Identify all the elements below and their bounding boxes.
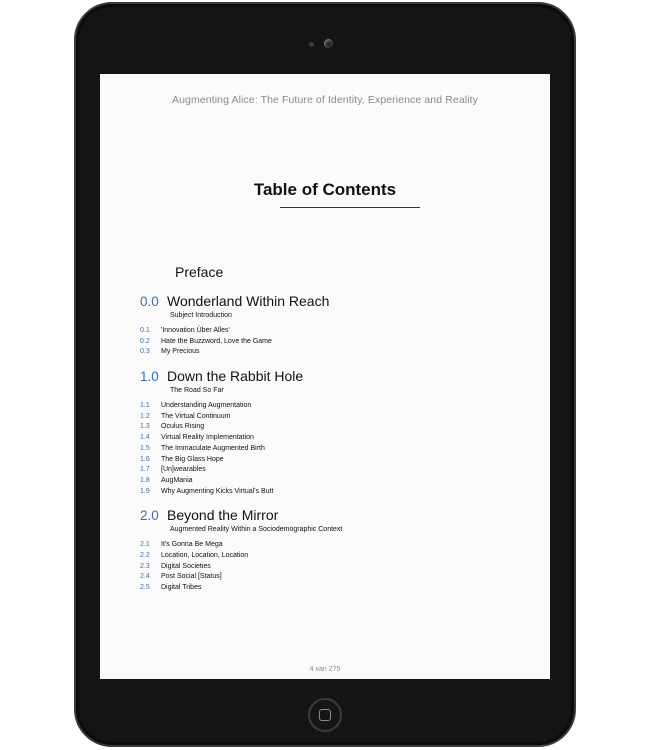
toc-chapter xyxy=(140,506,530,593)
home-button[interactable] xyxy=(308,698,342,732)
chapter-subtitle: The Road So Far xyxy=(170,387,224,395)
section-title: Virtual Reality Implementation xyxy=(161,434,254,442)
running-header: Augmenting Alice: The Future of Identity, Experience and Reality xyxy=(171,94,478,106)
sensor-icon xyxy=(309,42,314,47)
toc-section-link[interactable] xyxy=(140,455,530,466)
camera-icon xyxy=(324,39,333,48)
toc-section-link[interactable] xyxy=(140,401,530,412)
section-number: 1.9 xyxy=(140,487,150,495)
section-number: 0.2 xyxy=(140,337,150,345)
page-number: 4 van 275 xyxy=(309,666,341,673)
section-number: 0.1 xyxy=(140,327,150,334)
section-number: 0.3 xyxy=(140,348,150,356)
section-number: 1.3 xyxy=(140,423,150,431)
toc-section-link[interactable] xyxy=(140,347,530,358)
page-title: Table of Contents xyxy=(253,180,397,199)
section-number: 1.2 xyxy=(140,412,150,420)
chapter-title: Beyond the Mirror xyxy=(167,507,279,524)
section-list xyxy=(140,326,530,358)
tablet-device xyxy=(74,2,576,747)
chapter-title: Down the Rabbit Hole xyxy=(167,368,304,385)
chapter-list xyxy=(140,292,530,594)
section-title: Hate the Buzzword, Love the Game xyxy=(161,337,272,345)
section-number: 2.5 xyxy=(140,584,150,591)
toc-section-link[interactable] xyxy=(140,572,530,583)
section-title: AugMania xyxy=(161,476,193,484)
toc-section-link[interactable] xyxy=(140,422,530,433)
section-title: 'Innovation Über Alles' xyxy=(161,327,230,334)
section-number: 1.8 xyxy=(140,476,150,484)
toc-section-link[interactable] xyxy=(140,476,530,487)
section-title: It's Gonna Be Mega xyxy=(161,541,223,549)
toc-chapter xyxy=(140,367,530,497)
section-title: Why Augmenting Kicks Virtual's Butt xyxy=(161,487,274,495)
toc-preface-link[interactable]: Preface xyxy=(175,264,224,280)
section-title: The Immaculate Augmented Birth xyxy=(161,444,265,452)
table-of-contents xyxy=(140,263,530,603)
toc-section-link[interactable] xyxy=(140,433,530,444)
toc-section-link[interactable] xyxy=(140,465,530,476)
chapter-heading-link[interactable] xyxy=(140,292,530,310)
chapter-title: Wonderland Within Reach xyxy=(167,293,330,309)
section-title: The Big Glass Hope xyxy=(161,455,224,463)
toc-section-link[interactable] xyxy=(140,540,530,551)
section-title: The Virtual Continuum xyxy=(161,412,231,420)
section-title: Post Social [Status] xyxy=(161,573,222,581)
chapter-number: 2.0 xyxy=(140,508,159,524)
section-list xyxy=(140,540,530,593)
home-square-icon xyxy=(319,709,331,721)
section-number: 1.7 xyxy=(140,466,150,474)
section-number: 2.3 xyxy=(140,562,150,570)
toc-section-link[interactable] xyxy=(140,444,530,455)
section-number: 2.1 xyxy=(140,541,150,549)
section-number: 2.2 xyxy=(140,551,150,559)
section-title: Understanding Augmentation xyxy=(161,402,252,410)
ebook-screen[interactable] xyxy=(100,74,550,679)
toc-section-link[interactable] xyxy=(140,562,530,573)
section-number: 1.4 xyxy=(140,434,150,442)
toc-section-link[interactable] xyxy=(140,337,530,348)
section-number: 1.5 xyxy=(140,444,150,452)
section-title: Oculus Rising xyxy=(161,423,205,431)
section-title: Digital Tribes xyxy=(161,584,202,591)
toc-chapter xyxy=(140,292,530,358)
chapter-heading-link[interactable] xyxy=(140,367,530,385)
chapter-number: 0.0 xyxy=(140,294,159,309)
chapter-number: 1.0 xyxy=(140,369,159,385)
section-list xyxy=(140,401,530,497)
toc-section-link[interactable] xyxy=(140,326,530,337)
toc-section-link[interactable] xyxy=(140,412,530,423)
section-number: 2.4 xyxy=(140,573,150,581)
chapter-heading-link[interactable] xyxy=(140,506,530,524)
toc-section-link[interactable] xyxy=(140,551,530,562)
section-title: [Un]wearables xyxy=(161,466,206,474)
chapter-subtitle: Augmented Reality Within a Sociodemographic Context xyxy=(170,526,343,534)
chapter-subtitle: Subject Introduction xyxy=(170,312,232,319)
toc-section-link[interactable] xyxy=(140,583,530,594)
toc-section-link[interactable] xyxy=(140,487,530,498)
title-divider xyxy=(280,207,420,208)
section-number: 1.6 xyxy=(140,455,150,463)
section-number: 1.1 xyxy=(140,402,150,410)
section-title: Location, Location, Location xyxy=(161,551,249,559)
section-title: My Precious xyxy=(161,348,200,356)
section-title: Digital Societies xyxy=(161,562,211,570)
